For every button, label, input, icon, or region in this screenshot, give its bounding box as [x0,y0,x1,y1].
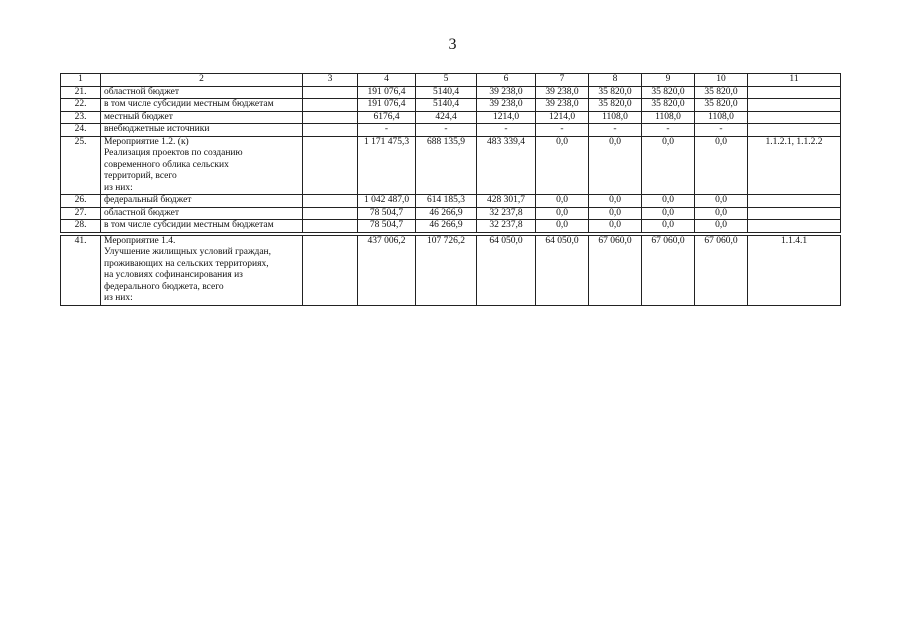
value-cell-c4: 1 171 475,3 [358,136,416,195]
value-cell-c9: 67 060,0 [642,235,695,305]
value-cell-c11: 1.1.2.1, 1.1.2.2 [748,136,841,195]
value-cell-c10: 1108,0 [695,111,748,124]
value-cell-c4: 78 504,7 [358,207,416,220]
value-cell-c10: 0,0 [695,136,748,195]
table-body [61,74,841,306]
header-cell: 6 [477,74,536,87]
header-cell: 1 [61,74,101,87]
table-row [61,99,841,112]
value-cell-c4: 6176,4 [358,111,416,124]
header-cell: 4 [358,74,416,87]
table-row [61,86,841,99]
value-cell-c6: 32 237,8 [477,220,536,233]
table-row [61,111,841,124]
description-line: местный бюджет [104,111,173,122]
value-cell-c3 [303,111,358,124]
description-line: областной бюджет [104,207,180,218]
value-cell-c3 [303,207,358,220]
row-description [101,99,303,112]
row-number: 23. [61,111,101,124]
value-cell-c8: 0,0 [589,207,642,220]
header-cell: 7 [536,74,589,87]
value-cell-c11 [748,195,841,208]
value-cell-c11 [748,220,841,233]
value-cell-c10: - [695,124,748,137]
description-line: из них: [104,293,133,303]
value-cell-c6: 32 237,8 [477,207,536,220]
table-row [61,124,841,137]
value-cell-c3 [303,124,358,137]
value-cell-c3 [303,235,358,305]
value-cell-c5: 107 726,2 [416,235,477,305]
value-cell-c4: - [358,124,416,137]
value-cell-c10: 67 060,0 [695,235,748,305]
value-cell-c7: 39 238,0 [536,86,589,99]
value-cell-c7: 39 238,0 [536,99,589,112]
value-cell-c5: 5140,4 [416,86,477,99]
value-cell-c6: 483 339,4 [477,136,536,195]
value-cell-c3 [303,195,358,208]
value-cell-c9: 1108,0 [642,111,695,124]
value-cell-c6: 39 238,0 [477,99,536,112]
table-row [61,220,841,233]
row-number: 24. [61,124,101,137]
value-cell-c5: - [416,124,477,137]
value-cell-c11 [748,99,841,112]
description-line: Улучшение жилищных условий граждан, [104,247,272,257]
value-cell-c3 [303,86,358,99]
value-cell-c5: 46 266,9 [416,220,477,233]
description-line: современного облика сельских [104,159,229,170]
header-cell: 8 [589,74,642,87]
value-cell-c8: 67 060,0 [589,235,642,305]
value-cell-c6: 39 238,0 [477,86,536,99]
row-description [101,235,303,305]
value-cell-c11 [748,207,841,220]
table-row [61,195,841,208]
row-number: 28. [61,220,101,233]
budget-table [60,73,841,306]
value-cell-c4: 191 076,4 [358,99,416,112]
description-line: из них: [104,182,133,193]
row-description [101,220,303,233]
value-cell-c10: 0,0 [695,207,748,220]
header-cell: 10 [695,74,748,87]
row-number: 25. [61,136,101,195]
row-number: 21. [61,86,101,99]
row-number: 27. [61,207,101,220]
value-cell-c10: 0,0 [695,195,748,208]
value-cell-c4: 1 042 487,0 [358,195,416,208]
table-row [61,136,841,195]
description-line: областной бюджет [104,86,180,97]
value-cell-c6: - [477,124,536,137]
header-cell: 5 [416,74,477,87]
description-line: Реализация проектов по созданию [104,148,243,158]
description-line: Мероприятие 1.4. [104,235,176,246]
row-number: 41. [61,235,101,305]
value-cell-c8: - [589,124,642,137]
value-cell-c10: 0,0 [695,220,748,233]
table-row [61,207,841,220]
value-cell-c6: 64 050,0 [477,235,536,305]
row-number: 26. [61,195,101,208]
value-cell-c11 [748,86,841,99]
value-cell-c7: 64 050,0 [536,235,589,305]
header-cell: 3 [303,74,358,87]
value-cell-c4: 78 504,7 [358,220,416,233]
value-cell-c5: 5140,4 [416,99,477,112]
value-cell-c9: 0,0 [642,207,695,220]
row-description [101,86,303,99]
value-cell-c8: 35 820,0 [589,99,642,112]
value-cell-c9: 35 820,0 [642,86,695,99]
row-description [101,207,303,220]
row-description [101,136,303,195]
row-number: 22. [61,99,101,112]
value-cell-c11 [748,111,841,124]
value-cell-c9: 0,0 [642,136,695,195]
value-cell-c8: 0,0 [589,136,642,195]
value-cell-c8: 35 820,0 [589,86,642,99]
table-row [61,235,841,305]
value-cell-c7: 0,0 [536,207,589,220]
description-line: в том числе субсидии местным бюджетам [104,99,274,109]
description-line: территорий, всего [104,171,177,181]
description-line: внебюджетные источники [104,124,210,134]
value-cell-c11: 1.1.4.1 [748,235,841,305]
value-cell-c8: 0,0 [589,195,642,208]
value-cell-c6: 1214,0 [477,111,536,124]
value-cell-c9: 35 820,0 [642,99,695,112]
value-cell-c9: - [642,124,695,137]
value-cell-c9: 0,0 [642,220,695,233]
value-cell-c11 [748,124,841,137]
value-cell-c9: 0,0 [642,195,695,208]
value-cell-c3 [303,99,358,112]
page-number: 3 [448,36,457,53]
description-line: на условиях софинансирования из [104,270,243,280]
value-cell-c5: 424,4 [416,111,477,124]
row-description [101,111,303,124]
header-cell: 11 [748,74,841,87]
value-cell-c6: 428 301,7 [477,195,536,208]
value-cell-c7: - [536,124,589,137]
value-cell-c7: 0,0 [536,220,589,233]
value-cell-c4: 437 006,2 [358,235,416,305]
value-cell-c5: 614 185,3 [416,195,477,208]
description-line: Мероприятие 1.2. (к) [104,136,189,147]
description-line: в том числе субсидии местным бюджетам [104,220,274,230]
header-cell: 9 [642,74,695,87]
description-line: федерального бюджета, всего [104,281,224,292]
value-cell-c7: 1214,0 [536,111,589,124]
value-cell-c10: 35 820,0 [695,99,748,112]
value-cell-c5: 688 135,9 [416,136,477,195]
value-cell-c5: 46 266,9 [416,207,477,220]
value-cell-c3 [303,136,358,195]
value-cell-c10: 35 820,0 [695,86,748,99]
value-cell-c8: 1108,0 [589,111,642,124]
value-cell-c7: 0,0 [536,136,589,195]
description-line: федеральный бюджет [104,195,192,205]
row-description [101,195,303,208]
value-cell-c8: 0,0 [589,220,642,233]
description-line: проживающих на сельских территориях, [104,258,269,269]
value-cell-c7: 0,0 [536,195,589,208]
value-cell-c3 [303,220,358,233]
row-description [101,124,303,137]
table-header-row [61,74,841,87]
header-cell: 2 [101,74,303,87]
value-cell-c4: 191 076,4 [358,86,416,99]
